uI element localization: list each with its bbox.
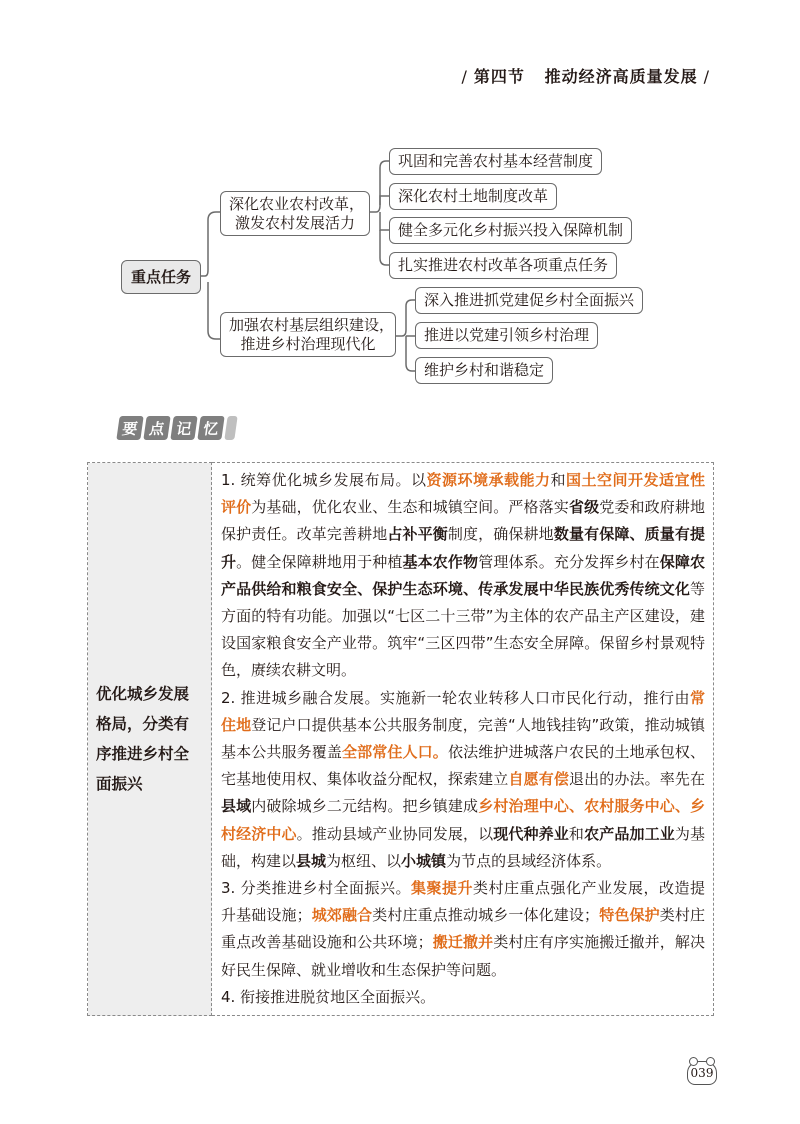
mindmap-root-label: 重点任务 [130, 267, 191, 286]
banner-char: 点 [143, 416, 170, 440]
mindmap-leaf [389, 217, 632, 244]
leaf-label: 深化农村土地制度改革 [398, 187, 549, 205]
mindmap-leaf [389, 183, 557, 210]
leaf-label: 推进以党建引领乡村治理 [424, 326, 590, 344]
leaf-label: 巩固和完善农村基本经营制度 [398, 152, 594, 170]
branch-reform-line2: 激发农村发展活力 [234, 213, 355, 232]
branch-reform-line1: 深化农业农村改革， [229, 194, 365, 213]
paragraph-2: 2. 推进城乡融合发展。实施新一轮农业转移人口市民化行动，推行由常住地登记户口提供基本公共服务制度，完善“人地钱挂钩”政策，推动城镇基本公共服务覆盖全部常住人口。依法维护进城落户农民的土地承包权、宅基地使用权、集体收益分配权，探索建立自愿有偿退出的办法。率先在县域内破除城乡二元结构。把乡镇建成乡村治理中心、农村服务中心、乡村经济中心。推动县域产业协同发展，以现代种养业和农产品加工业为基础，构建以县城为枢纽、以小城镇为节点的县域经济体系。 [221, 688, 705, 870]
leaf-label: 扎实推进农村改革各项重点任务 [398, 256, 609, 274]
mindmap-leaf [415, 357, 553, 384]
mindmap-leaf [389, 252, 617, 279]
key-points-table [87, 462, 714, 1016]
paragraph-3: 3. 分类推进乡村全面振兴。集聚提升类村庄重点强化产业发展，改造提升基础设施；城郊融合类村庄重点推动城乡一体化建设；特色保护类村庄重点改善基础设施和公共环境；搬迁撤并类村庄有序实施搬迁撤并，解决好民生保障、就业增收和生态保护等问题。 [221, 879, 705, 979]
content-cell [212, 463, 714, 1016]
section-title: 推动经济高质量发展 [544, 67, 698, 86]
paragraph-1: 1. 统筹优化城乡发展布局。以资源环境承载能力和国土空间开发适宜性评价为基础，优化农业、生态和城镇空间。严格落实省级党委和政府耕地保护责任。改革完善耕地占补平衡制度，确保耕地数量有保障、质量有提升。健全保障耕地用于种植基本农作物管理体系。充分发挥乡村在保障农产品供给和粮食安全、保护生态环境、传承发展中华民族优秀传统文化等方面的特有功能。加强以“七区二十三带”为主体的农产品主产区建设，建设国家粮食安全产业带。筑牢“三区四带”生态安全屏障。保留乡村景观特色，赓续农耕文明。 [221, 471, 705, 680]
branch-governance-line1: 加强农村基层组织建设， [229, 315, 395, 334]
page-number [687, 1061, 717, 1085]
banner-char: 要 [116, 416, 143, 440]
banner-tail [224, 416, 237, 440]
banner-char: 忆 [197, 416, 224, 440]
mindmap-leaf [415, 322, 598, 349]
mindmap-branch-reform [220, 191, 370, 236]
mindmap-leaf [389, 148, 602, 175]
banner-char: 记 [170, 416, 197, 440]
branch-governance-line2: 推进乡村治理现代化 [240, 334, 376, 353]
section-label: 第四节 [473, 67, 525, 86]
leaf-label: 健全多元化乡村振兴投入保障机制 [398, 221, 624, 239]
leaf-label: 深入推进抓党建促乡村全面振兴 [424, 291, 635, 309]
table-row [88, 463, 714, 1016]
mindmap-root [121, 260, 201, 294]
key-points-banner [118, 416, 236, 440]
mindmap-leaf [415, 287, 643, 314]
topic-cell [88, 463, 212, 1016]
topic-label: 优化城乡发展格局，分类有序推进乡村全面振兴 [96, 685, 190, 794]
leaf-label: 维护乡村和谐稳定 [424, 361, 545, 379]
paragraph-4: 4. 衔接推进脱贫地区全面振兴。 [221, 987, 436, 1006]
running-header: / 第四节 推动经济高质量发展 / [461, 67, 710, 86]
mindmap-branch-governance [220, 312, 396, 357]
page-number-label: 039 [690, 1066, 714, 1080]
